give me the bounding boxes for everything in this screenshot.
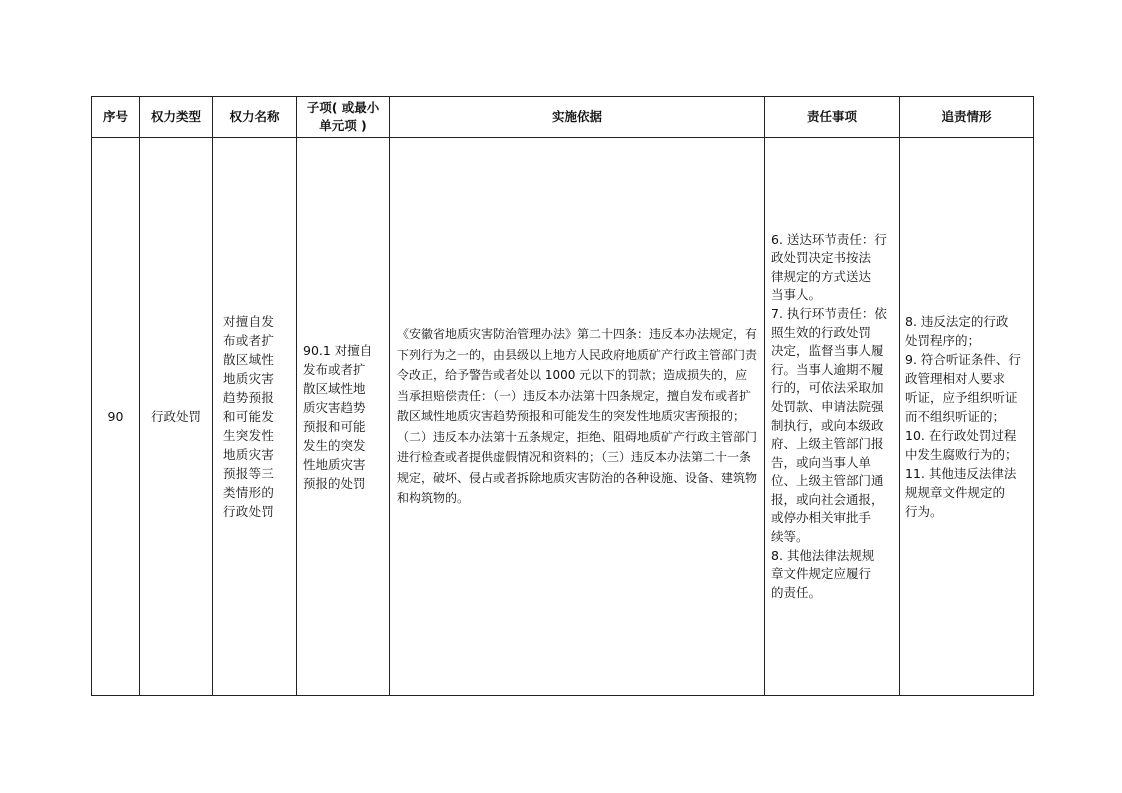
cell-power-name: 对擅自发 布或者扩 散区域性 地质灾害 趋势预报 和可能发 生突发性 地质灾害 预报等三 类情形的 行政处罚 bbox=[213, 138, 297, 696]
header-implementation-basis: 实施依据 bbox=[390, 97, 765, 138]
table-header-row bbox=[92, 97, 1034, 138]
cell-subitem: 90.1 对擅自 发布或者扩 散区域性地 质灾害趋势 预报和可能 发生的突发 性地质灾害 预报的处罚 bbox=[297, 138, 390, 696]
header-responsibility: 责任事项 bbox=[765, 97, 900, 138]
cell-accountability: 8. 违反法定的行政 处罚程序的； 9. 符合听证条件、行 政管理相对人要求 听证，应予组织听证 而不组织听证的； 10. 在行政处罚过程 中发生腐败行为的； 11. 其他违反法律法 规规章文件规定的 行为。 bbox=[900, 138, 1034, 696]
cell-power-type: 行政处罚 bbox=[140, 138, 213, 696]
cell-responsibility: 6. 送达环节责任：行 政处罚决定书按法 律规定的方式送达 当事人。 7. 执行环节责任：依 照生效的行政处罚 决定，监督当事人履 行。当事人逾期不履 行的，可依法采取加 处罚款、申请法院强 制执行，或向本级政 府、上级主管部门报 告，或向当事人单 位、上级主管部门通 报，或向社会通报， 或停办相关审批手 续等。 8. 其他法律法规规 章文件规定应履行 的责任。 bbox=[765, 138, 900, 696]
header-subitem: 子项( 或最小 单元项 ) bbox=[297, 97, 390, 138]
table-row bbox=[92, 138, 1034, 696]
header-accountability: 追责情形 bbox=[900, 97, 1034, 138]
header-power-name: 权力名称 bbox=[213, 97, 297, 138]
cell-seq: 90 bbox=[92, 138, 140, 696]
cell-implementation-basis: 《安徽省地质灾害防治管理办法》第二十四条：违反本办法规定，有下列行为之一的，由县级以上地方人民政府地质矿产行政主管部门责令改正，给予警告或者处以 1000 元以下的罚款；造成损失的，应当承担赔偿责任：（一）违反本办法第十四条规定，擅自发布或者扩散区域性地质灾害趋势预报和可能发生的突发性地质灾害预报的；（二）违反本办法第十五条规定，拒绝、阻碍地质矿产行政主管部门进行检查或者提供虚假情况和资料的；（三）违反本办法第二十一条规定，破坏、侵占或者拆除地质灾害防治的各种设施、设备、建筑物和构筑物的。 bbox=[390, 138, 765, 696]
header-seq: 序号 bbox=[92, 97, 140, 138]
header-power-type: 权力类型 bbox=[140, 97, 213, 138]
power-list-table bbox=[91, 96, 1034, 696]
